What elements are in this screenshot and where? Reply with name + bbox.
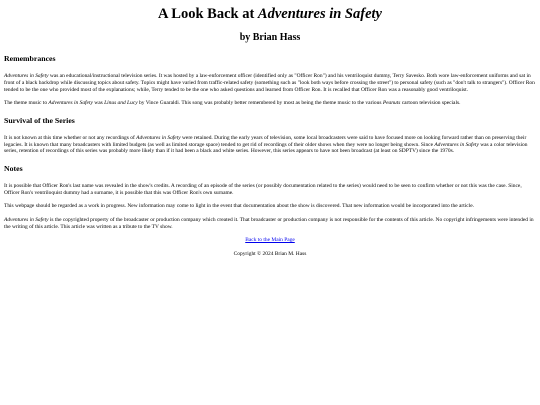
- back-to-main-page-link[interactable]: Back to the Main Page: [245, 237, 295, 244]
- byline: by Brian Hass: [239, 32, 301, 44]
- show-name: Adventures in Safety: [434, 141, 479, 148]
- survival-paragraph-1: It is not known at this time whether or not any recordings of Adventures in Safety were retained. During the early years of television, some local broadcasters were said to have focused more on looking forward rather than on preserving their legacies. It is known that many broadcasters with limited budgets (as well as limited storage space) tended to get rid of recordings of their older shows when they were no longer being shown. Since Adventures in Safety was a color television series, retention of recordings of this series was probably more likely than if it had been a black and white series. However, this series appears to have not been broadcast (at least on SDPTV) since the 1970s.: [4, 134, 528, 155]
- show-name: Adventures in Safety: [136, 134, 181, 141]
- section-heading-notes: Notes: [4, 164, 23, 174]
- title-show-name: Adventures in Safety: [257, 6, 382, 22]
- section-heading-remembrances: Remembrances: [4, 54, 56, 64]
- notes-paragraph-2: This webpage should be regarded as a work in progress. New information may come to light in the event that documentation about the show is discovered. That new information would be incorporated into the article.: [4, 203, 474, 210]
- remembrances-paragraph-2: The theme music to Adventures in Safety was Linus and Lucy by Vince Guaraldi. This song was probably better remembered by most as being the theme music to the various Peanuts cartoon television specials.: [4, 100, 461, 107]
- notes-paragraph-1: It is possible that Officer Ron's last name was revealed in the show's credits. A recording of an episode of the series (or possibly documentation related to the series) would need to be seen to confirm whether or not this was the case. Since, Officer Ron's ventriloquist dummy had a surname, it is possible that this was Officer Ron's own surname.: [4, 182, 522, 196]
- song-title: Linus and Lucy: [104, 100, 138, 107]
- show-name: Adventures in Safety: [4, 216, 49, 223]
- title-prefix: A Look Back at: [158, 6, 258, 22]
- back-link-container: [4, 237, 536, 244]
- notes-paragraph-3: Adventures in Safety is the copyrighted property of the broadcaster or production company which created it. That broadcaster or production company is not responsible for the contents of this article. No copyright infringements were intended in the writing of this article. This article was written as a tribute to the TV show.: [4, 216, 534, 230]
- copyright-notice: Copyright © 2024 Brian M. Hass: [233, 250, 307, 257]
- section-heading-survival: Survival of the Series: [4, 116, 75, 126]
- peanuts-title: Peanuts: [382, 100, 401, 107]
- remembrances-paragraph-1: Adventures in Safety was an educational/instructional television series. It was hosted by a law-enforcement officer (identified only as "Officer Ron") and his ventriloquist dummy, Terry Savesko. Both wore law-enforcement uniforms and sat in front of a black backdrop while discussing topics about safety. Topics might have varied from traffic-related safety (something such as "look both ways before crossing the street") to personal safety (such as "don't talk to strangers"). Officer Ron tended to be the one who provided most of the explanations; while, Terry tended to be the one who asked questions and learned from Officer Ron. It is recalled that Officer Ron was a reasonably good ventriloquist.: [4, 72, 535, 93]
- show-name: Adventures in Safety: [48, 100, 93, 107]
- page-title: [4, 6, 536, 23]
- show-name: Adventures in Safety: [4, 72, 49, 79]
